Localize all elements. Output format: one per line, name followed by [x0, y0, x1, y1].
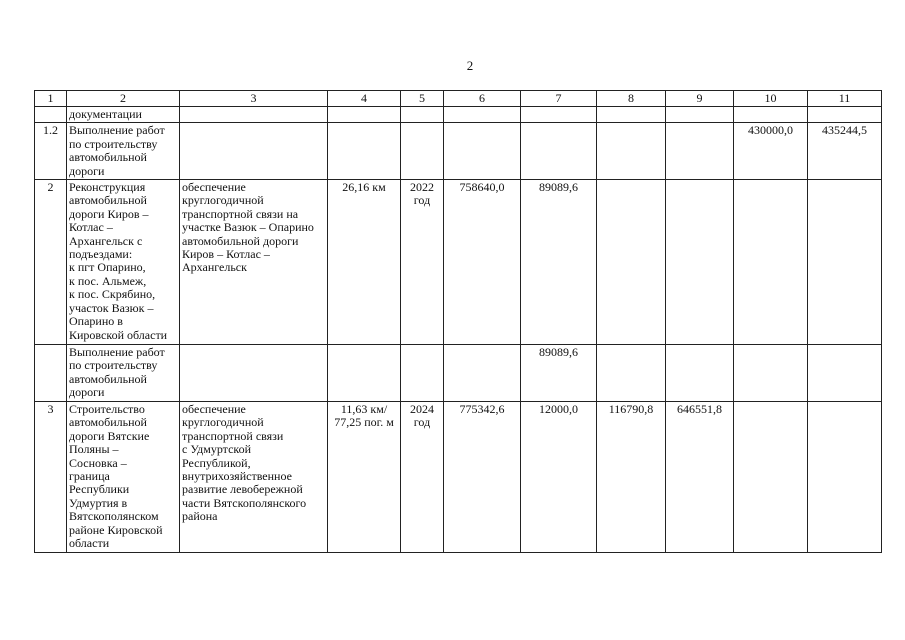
table-cell: документации: [67, 107, 180, 123]
column-header: 9: [666, 91, 734, 107]
column-header: 11: [808, 91, 882, 107]
table-cell: [734, 180, 808, 345]
table-cell: [597, 107, 666, 123]
table-cell: [444, 107, 521, 123]
table-cell: [666, 180, 734, 345]
table-cell: [808, 345, 882, 402]
table-cell: [35, 345, 67, 402]
column-header: 3: [180, 91, 328, 107]
table-cell: обеспечение круглогодичной транспортной связи с Удмуртской Республикой, внутрихозяйственное развитие левобережной части Вятскополянского района: [180, 402, 328, 553]
table-cell: [180, 345, 328, 402]
table-cell: [444, 123, 521, 180]
table-cell: 430000,0: [734, 123, 808, 180]
table-cell: 12000,0: [521, 402, 597, 553]
table-cell: Реконструкция автомобильной дороги Киров – Котлас – Архангельск с подъездами: к пгт Опарино, к пос. Альмеж, к пос. Скрябино, участок Вазюк – Опарино в Кировской области: [67, 180, 180, 345]
table-cell: [401, 123, 444, 180]
table-cell: [597, 180, 666, 345]
table-cell: [401, 345, 444, 402]
table-cell: [328, 107, 401, 123]
table-cell: [180, 107, 328, 123]
table-cell: 2022 год: [401, 180, 444, 345]
column-header: 4: [328, 91, 401, 107]
table-cell: [808, 402, 882, 553]
table-cell: 435244,5: [808, 123, 882, 180]
table-cell: [35, 107, 67, 123]
table-cell: [666, 123, 734, 180]
table-cell: обеспечение круглогодичной транспортной связи на участке Вазюк – Опарино автомобильной дороги Киров – Котлас – Архангельск: [180, 180, 328, 345]
page-number: 2: [466, 58, 474, 73]
table-cell: Строительство автомобильной дороги Вятские Поляны – Сосновка – граница Республики Удмуртия в Вятскополянском районе Кировской области: [67, 402, 180, 553]
column-header: 7: [521, 91, 597, 107]
table-cell: 3: [35, 402, 67, 553]
table-cell: [521, 107, 597, 123]
table-cell: 89089,6: [521, 345, 597, 402]
table-cell: [180, 123, 328, 180]
table-cell: [328, 123, 401, 180]
column-header: 10: [734, 91, 808, 107]
table-cell: Выполнение работ по строительству автомобильной дороги: [67, 345, 180, 402]
table-cell: [666, 345, 734, 402]
table-cell: [597, 345, 666, 402]
table-row: [35, 123, 882, 180]
table-cell: [401, 107, 444, 123]
table-cell: 2024 год: [401, 402, 444, 553]
table-cell: [328, 345, 401, 402]
column-header: 5: [401, 91, 444, 107]
table-cell: 1.2: [35, 123, 67, 180]
table-cell: [808, 180, 882, 345]
table-cell: [444, 345, 521, 402]
table-row: [35, 107, 882, 123]
table-header-row: [35, 91, 882, 107]
column-header: 6: [444, 91, 521, 107]
table-row: [35, 180, 882, 345]
table-cell: 646551,8: [666, 402, 734, 553]
table-cell: 775342,6: [444, 402, 521, 553]
data-table: [34, 90, 882, 553]
table-cell: Выполнение работ по строительству автомобильной дороги: [67, 123, 180, 180]
table-row: [35, 345, 882, 402]
table-cell: [734, 402, 808, 553]
table-cell: 2: [35, 180, 67, 345]
table-cell: [734, 107, 808, 123]
table-cell: [521, 123, 597, 180]
column-header: 8: [597, 91, 666, 107]
column-header: 1: [35, 91, 67, 107]
table-cell: [597, 123, 666, 180]
table-cell: [666, 107, 734, 123]
table-cell: [808, 107, 882, 123]
table-cell: 26,16 км: [328, 180, 401, 345]
column-header: 2: [67, 91, 180, 107]
table-cell: 758640,0: [444, 180, 521, 345]
table-cell: 89089,6: [521, 180, 597, 345]
table-row: [35, 402, 882, 553]
table-cell: [734, 345, 808, 402]
table-cell: 116790,8: [597, 402, 666, 553]
table-cell: 11,63 км/ 77,25 пог. м: [328, 402, 401, 553]
